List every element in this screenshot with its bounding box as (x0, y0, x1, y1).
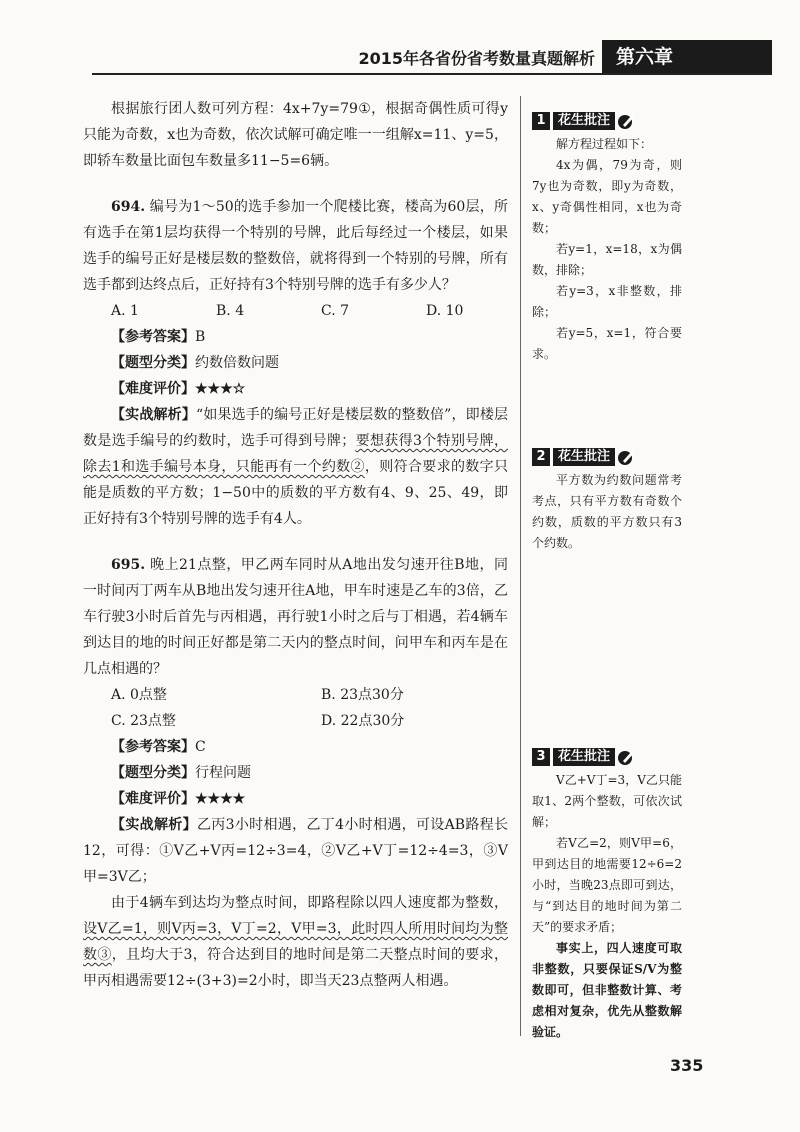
sidebar-note-1 (532, 112, 682, 365)
q695-analysis-1-text: 乙丙3小时相遇，乙丁4小时相遇，可设AB路程长12，可得：①V乙+V丙=12÷3=4，②V乙+V丁=12÷4=3，③V甲=3V乙； (83, 817, 508, 885)
note-title: 花生批注 (553, 748, 615, 766)
note-line: 若y=1，x=18，x为偶数，排除； (532, 242, 682, 277)
page-number: 335 (670, 1056, 704, 1075)
note-number: 2 (532, 448, 550, 466)
pen-icon (617, 448, 637, 466)
q695-difficulty-stars: ★★★★ (195, 791, 246, 807)
note-header (532, 112, 682, 130)
note-line: 若y=3，x非整数，排除； (532, 284, 682, 319)
answer-label: 【参考答案】 (111, 329, 195, 345)
q694-stem-text: 编号为1～50的选手参加一个爬楼比赛，楼高为60层，所有选手在第1层均获得一个特别的号牌，此后每经过一个楼层，如果选手的编号正好是楼层数的整数倍，就将得到一个特别的号牌，所有选手都到达终点后，正好持有3个特别号牌的选手有多少人？ (83, 199, 508, 293)
q694-type-row (83, 350, 508, 376)
q694-analysis (83, 402, 508, 532)
q694-type: 约数倍数问题 (195, 355, 279, 371)
q695-answer-row (83, 734, 508, 760)
answer-label: 【参考答案】 (111, 739, 195, 755)
q694-difficulty-row (83, 376, 508, 402)
q695-option-c: C. 23点整 (111, 713, 176, 729)
note-title: 花生批注 (553, 448, 615, 466)
q695-number: 695. (111, 557, 146, 573)
analysis-label: 【实战解析】 (111, 407, 197, 423)
q694-option-b: B. 4 (216, 303, 245, 319)
q695-analysis-2a: 由于4辆车到达均为整点时间，即路程除以四人速度都为整数， (111, 895, 508, 911)
q694-option-d: D. 10 (426, 303, 464, 319)
q695-answer: C (195, 739, 206, 755)
note-line: V乙+V丁=3，V乙只能取1、2两个整数，可依次试解； (532, 773, 682, 829)
q695-stem (83, 552, 508, 682)
q694-number: 694. (111, 199, 146, 215)
intro-paragraph: 根据旅行团人数可列方程：4x+7y=79①，根据奇偶性质可得y只能为奇数，x也为奇数，依次试解可确定唯一一组解x=11、y=5，即轿车数量比面包车数量多11−5=6辆。 (83, 101, 508, 169)
note-header (532, 748, 682, 766)
q694-analysis-b: ，则符合要求的数字只能是质数的平方数；1−50中的质数的平方数有4、9、25、49，即正好持有3个特别号牌的选手有4人。 (83, 459, 509, 527)
q695-analysis-2b: ，且均大于3，符合达到目的地时间是第二天整点时间的要求，甲丙相遇需要12÷(3+3)=2小时，即当天23点整两人相遇。 (83, 947, 509, 989)
q694-difficulty-stars: ★★★☆ (195, 381, 246, 397)
note-line: 若y=5，x=1，符合要求。 (532, 326, 682, 361)
book-title: 2015年各省份省考数量真题解析 (358, 49, 595, 68)
q695-stem-text: 晚上21点整，甲乙两车同时从A地出发匀速开往B地，同一时间丙丁两车从B地出发匀速开往A地，甲车时速是乙车的3倍，乙车行驶3小时后首先与丙相遇，再行驶1小时之后与丁相遇，若4辆车到达目的地的时间正好都是第二天内的整点时间，问甲车和丙车是在几点相遇的？ (83, 557, 509, 677)
q694-stem (83, 194, 508, 298)
q695-analysis-highlight: 设V乙=1，则V丙=3，V丁=2，V甲=3，此时四人所用时间均为整数③ (83, 921, 508, 963)
chapter-label: 第六章 (602, 40, 772, 74)
q695-analysis-1 (83, 812, 508, 890)
note-line: 平方数为约数问题常考考点，只有平方数有奇数个约数，质数的平方数只有3个约数。 (532, 473, 682, 550)
sidebar-divider (520, 96, 521, 1036)
header-rule (92, 73, 772, 75)
note-title: 花生批注 (553, 112, 615, 130)
note-line: 4x为偶，79为奇，则7y也为奇数，即y为奇数，x、y奇偶性相同，x也为奇数； (532, 158, 682, 235)
main-column (83, 96, 508, 994)
sidebar-note-2 (532, 448, 682, 554)
difficulty-label: 【难度评价】 (111, 381, 195, 397)
note-line: 若V乙=2，则V甲=6，甲到达目的地需要12÷6=2小时，当晚23点即可到达，与“到达目的地时间为第二天”的要求矛盾； (532, 836, 682, 934)
q694-option-c: C. 7 (321, 303, 350, 319)
q695-type-row (83, 760, 508, 786)
q695-option-b: B. 23点30分 (321, 687, 404, 703)
note-line: 解方程过程如下： (556, 137, 653, 151)
pen-icon (617, 748, 637, 766)
q694-answer-row (83, 324, 508, 350)
q694-options (83, 298, 508, 324)
analysis-label: 【实战解析】 (111, 817, 197, 833)
note-header (532, 448, 682, 466)
type-label: 【题型分类】 (111, 765, 195, 781)
q694-analysis-a: “如果选手的编号正好是楼层数的整数倍”，即楼层数是选手编号的约数时，选手可得到号牌； (83, 407, 508, 449)
q695-difficulty-row (83, 786, 508, 812)
sidebar-note-3 (532, 748, 682, 1043)
note-line: 事实上，四人速度可取非整数，只要保证S/V为整数即可，但非整数计算、考虑相对复杂，优先从整数解验证。 (532, 941, 682, 1039)
difficulty-label: 【难度评价】 (111, 791, 195, 807)
note-number: 3 (532, 748, 550, 766)
note-number: 1 (532, 112, 550, 130)
q694-answer: B (195, 329, 206, 345)
type-label: 【题型分类】 (111, 355, 195, 371)
q695-option-a: A. 0点整 (111, 687, 167, 703)
q695-analysis-2 (83, 890, 508, 994)
page-header (0, 40, 800, 74)
q695-options (83, 682, 508, 734)
q694-option-a: A. 1 (111, 303, 139, 319)
q695-type: 行程问题 (195, 765, 251, 781)
q694-analysis-highlight: 要想获得3个特别号牌，除去1和选手编号本身，只能再有一个约数② (83, 433, 508, 475)
q695-option-d: D. 22点30分 (321, 713, 405, 729)
pen-icon (617, 112, 637, 130)
